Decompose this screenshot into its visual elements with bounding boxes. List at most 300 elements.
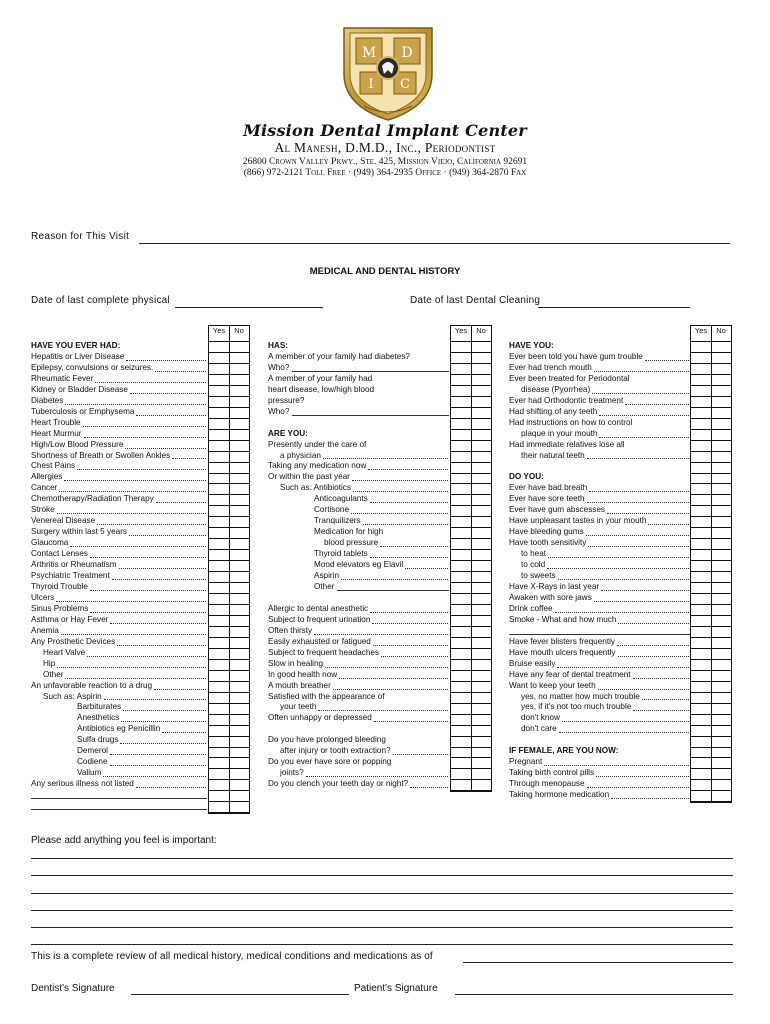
question-text: Have mouth ulcers frequently — [509, 647, 616, 657]
checkbox-row[interactable] — [691, 802, 731, 803]
question-text: Do you have prolonged bleeding — [268, 735, 386, 745]
leader-dots — [410, 787, 448, 788]
question-item — [31, 648, 207, 659]
checkbox-row[interactable] — [209, 681, 249, 682]
answer-line[interactable] — [292, 371, 449, 372]
question-item — [268, 724, 449, 735]
checkbox-row[interactable] — [451, 725, 491, 726]
leader-dots — [373, 645, 448, 646]
leader-dots — [306, 776, 448, 777]
checkbox-row[interactable] — [451, 768, 491, 769]
question-text: Have X-Rays in last year — [509, 581, 600, 591]
checkbox-row[interactable] — [691, 790, 731, 791]
checkbox-row[interactable] — [451, 582, 491, 583]
question-item — [509, 779, 690, 790]
answer-line[interactable] — [31, 809, 207, 810]
checkbox-row[interactable] — [691, 615, 731, 616]
logo-letter-c: C — [400, 77, 410, 92]
checkbox-row[interactable] — [691, 538, 731, 539]
checkbox-row[interactable] — [451, 451, 491, 452]
leader-dots — [154, 689, 206, 690]
leader-dots — [156, 502, 206, 503]
checkbox-row[interactable] — [209, 396, 249, 397]
checkbox-row[interactable] — [691, 527, 731, 528]
leader-dots — [648, 524, 689, 525]
checkbox-row[interactable] — [691, 516, 731, 517]
checkbox-row[interactable] — [691, 626, 731, 627]
question-item — [31, 615, 207, 626]
question-text: Thyroid Trouble — [31, 581, 88, 591]
answer-line[interactable] — [31, 798, 207, 799]
date-cleaning-field[interactable] — [538, 307, 690, 308]
leader-dots — [393, 754, 448, 755]
leader-dots — [90, 557, 206, 558]
question-item — [31, 681, 207, 692]
leader-dots — [120, 743, 206, 744]
question-text: Often unhappy or depressed — [268, 713, 372, 723]
checkbox-row[interactable] — [451, 736, 491, 737]
question-item — [268, 659, 449, 670]
leader-dots — [56, 601, 206, 602]
question-item — [268, 692, 449, 703]
question-text: Allergic to dental anesthetic — [268, 603, 369, 613]
checkbox-row[interactable] — [691, 714, 731, 715]
checkbox-row[interactable] — [691, 505, 731, 506]
leader-dots — [95, 382, 206, 383]
checkbox-row[interactable] — [209, 429, 249, 430]
checkbox-row[interactable] — [209, 483, 249, 484]
leader-dots — [104, 699, 206, 700]
question-item — [509, 418, 690, 429]
checkbox-row[interactable] — [451, 374, 491, 375]
leader-dots — [57, 667, 206, 668]
question-item — [31, 692, 207, 703]
checkbox-row[interactable] — [451, 538, 491, 539]
checkbox-row[interactable] — [451, 407, 491, 408]
question-item — [31, 571, 207, 582]
leader-dots — [381, 656, 448, 657]
question-item — [268, 374, 449, 385]
checkbox-row[interactable] — [451, 757, 491, 758]
question-item — [509, 549, 690, 560]
question-item — [268, 516, 449, 527]
clinic-phone: (866) 972-2121 Toll Free · (949) 364-2935 Office · (949) 364-2870 Fax — [243, 168, 527, 178]
checkbox-row[interactable] — [691, 582, 731, 583]
checkbox-row[interactable] — [451, 462, 491, 463]
question-item — [31, 483, 207, 494]
question-text: Thyroid tablets — [314, 549, 368, 559]
question-item — [268, 494, 449, 505]
leader-dots — [372, 623, 448, 624]
checkbox-row[interactable] — [451, 325, 491, 326]
leader-dots — [588, 546, 689, 547]
reason-field[interactable] — [139, 243, 730, 244]
question-text: Glaucoma — [31, 538, 69, 548]
checkbox-row[interactable] — [691, 440, 731, 441]
question-item — [268, 483, 449, 494]
checkbox-row[interactable] — [209, 473, 249, 474]
checkbox-row[interactable] — [691, 374, 731, 375]
leader-dots — [110, 623, 206, 624]
checkbox-row[interactable] — [451, 692, 491, 693]
question-text: In good health now — [268, 669, 338, 679]
checkbox-row[interactable] — [691, 703, 731, 704]
question-item — [268, 681, 449, 692]
question-item — [31, 637, 207, 648]
checkbox-row[interactable] — [451, 516, 491, 517]
leader-dots — [162, 732, 206, 733]
checkbox-row[interactable] — [691, 681, 731, 682]
answer-line[interactable] — [292, 415, 449, 416]
checkbox-row[interactable] — [451, 385, 491, 386]
checkbox-row[interactable] — [691, 549, 731, 550]
checkbox-row[interactable] — [209, 604, 249, 605]
checkbox-row[interactable] — [209, 725, 249, 726]
important-line-4[interactable] — [31, 910, 733, 911]
checkbox-row[interactable] — [691, 692, 731, 693]
question-text: Subject to frequent urination — [268, 614, 371, 624]
checkbox-row[interactable] — [209, 637, 249, 638]
patient-signature-field[interactable] — [455, 994, 733, 995]
leader-dots — [589, 491, 689, 492]
checkbox-row[interactable] — [209, 615, 249, 616]
no-label: No — [476, 326, 486, 335]
leader-dots — [70, 546, 206, 547]
checkbox-row[interactable] — [209, 768, 249, 769]
doctor-name: Al Manesh, D.M.D., Inc., Periodontist — [274, 140, 496, 155]
question-text: Psychiatric Treatment — [31, 571, 110, 581]
checkbox-row[interactable] — [691, 560, 731, 561]
checkbox-row[interactable] — [209, 516, 249, 517]
checkbox-row[interactable] — [209, 494, 249, 495]
question-item — [31, 604, 207, 615]
checkbox-row[interactable] — [209, 779, 249, 780]
question-item — [31, 407, 207, 418]
question-item — [31, 549, 207, 560]
question-item — [268, 571, 449, 582]
checkbox-row[interactable] — [209, 527, 249, 528]
question-item — [268, 418, 449, 429]
checkbox-row[interactable] — [691, 451, 731, 452]
checkbox-row[interactable] — [209, 801, 249, 802]
checkbox-row[interactable] — [209, 582, 249, 583]
question-item — [509, 604, 690, 615]
question-item — [509, 494, 690, 505]
checkbox-row[interactable] — [209, 418, 249, 419]
checkbox-row[interactable] — [451, 363, 491, 364]
leader-dots — [618, 623, 689, 624]
question-item — [31, 472, 207, 483]
leader-dots — [64, 480, 206, 481]
checkbox-row[interactable] — [691, 363, 731, 364]
checkbox-row[interactable] — [209, 374, 249, 375]
answer-line[interactable] — [337, 590, 449, 591]
question-item — [509, 429, 690, 440]
checkbox-row[interactable] — [691, 385, 731, 386]
important-line-2[interactable] — [31, 875, 733, 876]
checkbox-row[interactable] — [451, 440, 491, 441]
checkbox-row[interactable] — [209, 593, 249, 594]
important-line-6[interactable] — [31, 944, 733, 945]
question-item — [268, 505, 449, 516]
checkbox-row[interactable] — [209, 790, 249, 791]
question-item — [31, 341, 207, 352]
leader-dots — [547, 568, 689, 569]
leader-dots — [548, 557, 689, 558]
checkbox-row[interactable] — [209, 549, 249, 550]
checkbox-row[interactable] — [691, 593, 731, 594]
checkbox-row[interactable] — [451, 483, 491, 484]
checkbox-row[interactable] — [209, 736, 249, 737]
checkbox-row[interactable] — [691, 473, 731, 474]
question-item — [268, 604, 449, 615]
question-item — [31, 713, 207, 724]
leader-dots — [136, 787, 206, 788]
question-text: Antibiotics eg Penicillin — [77, 724, 161, 734]
important-line-1[interactable] — [31, 858, 733, 859]
logo-letter-m: M — [361, 45, 377, 61]
checkbox-row[interactable] — [209, 538, 249, 539]
checkbox-row[interactable] — [691, 736, 731, 737]
leader-dots — [103, 776, 206, 777]
question-item — [268, 648, 449, 659]
question-item — [31, 429, 207, 440]
checkbox-row[interactable] — [209, 462, 249, 463]
checkbox-row[interactable] — [451, 648, 491, 649]
checkbox-row[interactable] — [451, 418, 491, 419]
question-text: Have unpleasant tastes in your mouth — [509, 516, 647, 526]
question-item — [509, 505, 690, 516]
question-text: Valium — [77, 768, 102, 778]
checkbox-row[interactable] — [691, 407, 731, 408]
checkbox-row[interactable] — [209, 626, 249, 627]
leader-dots — [65, 404, 206, 405]
checkbox-row[interactable] — [691, 462, 731, 463]
question-text: after injury or tooth extraction? — [280, 746, 391, 756]
checkbox-row[interactable] — [691, 779, 731, 780]
question-item — [509, 385, 690, 396]
checkbox-row[interactable] — [451, 473, 491, 474]
leader-dots — [587, 458, 689, 459]
checkbox-row[interactable] — [451, 659, 491, 660]
date-physical-field[interactable] — [175, 307, 323, 308]
checkbox-row[interactable] — [209, 714, 249, 715]
checkbox-row[interactable] — [209, 659, 249, 660]
checkbox-row[interactable] — [691, 659, 731, 660]
dentist-signature-label: Dentist's Signature — [31, 983, 115, 994]
answer-line[interactable] — [509, 634, 690, 635]
checkbox-row[interactable] — [209, 692, 249, 693]
question-item — [509, 396, 690, 407]
checkbox-row[interactable] — [451, 549, 491, 550]
checkbox-row[interactable] — [209, 670, 249, 671]
checkbox-row[interactable] — [451, 681, 491, 682]
question-item — [31, 352, 207, 363]
question-text: A mouth breather — [268, 680, 331, 690]
leader-dots — [110, 754, 206, 755]
question-text: joints? — [280, 768, 304, 778]
checkbox-row[interactable] — [691, 418, 731, 419]
checkbox-row[interactable] — [209, 571, 249, 572]
question-item — [268, 637, 449, 648]
checkbox-row[interactable] — [451, 714, 491, 715]
question-text: Such as: Aspirin — [43, 691, 102, 701]
checkbox-row[interactable] — [451, 747, 491, 748]
question-text: your teeth — [280, 702, 317, 712]
checkbox-row[interactable] — [691, 648, 731, 649]
question-item — [268, 341, 449, 352]
question-item — [509, 341, 690, 352]
checkbox-row[interactable] — [209, 363, 249, 364]
question-text: Allergies — [31, 472, 63, 482]
question-text: Heart Murmur — [31, 428, 82, 438]
question-item — [509, 615, 690, 626]
checkbox-row[interactable] — [209, 757, 249, 758]
question-item — [509, 746, 690, 757]
question-item — [509, 527, 690, 538]
leader-dots — [370, 557, 448, 558]
checkbox-row[interactable] — [451, 779, 491, 780]
important-line-3[interactable] — [31, 893, 733, 894]
leader-dots — [333, 689, 448, 690]
question-text: Mood elevators eg Elavil — [314, 560, 404, 570]
checkbox-row[interactable] — [209, 352, 249, 353]
leader-dots — [617, 645, 689, 646]
leader-dots — [607, 513, 689, 514]
question-text: Ever had trench mouth — [509, 362, 592, 372]
checkbox-row[interactable] — [691, 483, 731, 484]
checkbox-row[interactable] — [451, 527, 491, 528]
dentist-signature-field[interactable] — [131, 994, 349, 995]
review-date-field[interactable] — [463, 962, 733, 963]
checkbox-row[interactable] — [691, 571, 731, 572]
checkbox-row[interactable] — [691, 768, 731, 769]
question-item — [509, 483, 690, 494]
question-item — [31, 790, 207, 801]
checkbox-row[interactable] — [209, 325, 249, 326]
question-text: Or within the past year — [268, 472, 350, 482]
checkbox-row[interactable] — [691, 670, 731, 671]
checkbox-row[interactable] — [451, 505, 491, 506]
checkbox-row[interactable] — [451, 791, 491, 792]
checkbox-row[interactable] — [691, 429, 731, 430]
checkbox-row[interactable] — [451, 615, 491, 616]
checkbox-row[interactable] — [691, 637, 731, 638]
question-text: Any serious illness not listed — [31, 779, 134, 789]
checkbox-row[interactable] — [451, 341, 491, 342]
question-text: Hip — [43, 658, 56, 668]
checkbox-row[interactable] — [451, 560, 491, 561]
question-item — [509, 626, 690, 637]
checkbox-row[interactable] — [451, 429, 491, 430]
question-item — [268, 615, 449, 626]
reason-label: Reason for This Visit — [31, 231, 130, 242]
leader-dots — [125, 448, 206, 449]
question-item — [268, 407, 449, 418]
checkbox-row[interactable] — [451, 604, 491, 605]
leader-dots — [370, 502, 448, 503]
question-item — [509, 702, 690, 713]
checkbox-row[interactable] — [691, 757, 731, 758]
checkbox-row[interactable] — [451, 670, 491, 671]
question-item — [268, 396, 449, 407]
question-item — [31, 670, 207, 681]
checkbox-row[interactable] — [691, 325, 731, 326]
checkbox-row[interactable] — [451, 593, 491, 594]
checkbox-row[interactable] — [451, 396, 491, 397]
checkbox-row[interactable] — [691, 604, 731, 605]
question-text: Want to keep your teeth — [509, 680, 596, 690]
checkbox-row[interactable] — [209, 813, 249, 814]
checkbox-row[interactable] — [691, 352, 731, 353]
checkbox-row[interactable] — [209, 385, 249, 386]
question-item — [268, 527, 449, 538]
question-text: Sulfa drugs — [77, 735, 119, 745]
checkbox-row[interactable] — [209, 560, 249, 561]
checkbox-row[interactable] — [209, 440, 249, 441]
checkbox-grid-1 — [208, 325, 250, 814]
question-item — [31, 801, 207, 812]
question-item — [268, 626, 449, 637]
checkbox-row[interactable] — [209, 451, 249, 452]
date-cleaning-label: Date of last Dental Cleaning — [410, 295, 541, 306]
question-text: Sinus Problems — [31, 603, 89, 613]
checkbox-row[interactable] — [451, 571, 491, 572]
form-title: MEDICAL AND DENTAL HISTORY — [309, 266, 461, 277]
question-item — [509, 670, 690, 681]
leader-dots — [587, 502, 689, 503]
question-item — [31, 538, 207, 549]
question-item — [509, 407, 690, 418]
checkbox-row[interactable] — [451, 494, 491, 495]
checkbox-row[interactable] — [691, 494, 731, 495]
leader-dots — [594, 371, 689, 372]
question-text: Other — [314, 581, 335, 591]
checkbox-row[interactable] — [451, 637, 491, 638]
history-column-2 — [268, 341, 449, 790]
question-item — [509, 374, 690, 385]
checkbox-row[interactable] — [209, 341, 249, 342]
no-label: No — [716, 326, 726, 335]
leader-dots — [598, 689, 689, 690]
checkbox-row[interactable] — [691, 396, 731, 397]
question-text: yes, no matter how much trouble — [521, 691, 640, 701]
question-item — [268, 451, 449, 462]
checkbox-row[interactable] — [209, 407, 249, 408]
leader-dots — [126, 360, 206, 361]
checkbox-row[interactable] — [209, 648, 249, 649]
question-text: Anemia — [31, 625, 59, 635]
important-line-5[interactable] — [31, 927, 733, 928]
checkbox-row[interactable] — [691, 341, 731, 342]
checkbox-row[interactable] — [451, 703, 491, 704]
question-text: Easily exhausted or fatigued — [268, 636, 371, 646]
leader-dots — [110, 765, 207, 766]
checkbox-row[interactable] — [209, 747, 249, 748]
question-item — [268, 560, 449, 571]
checkbox-row[interactable] — [209, 703, 249, 704]
clinic-logo — [340, 22, 436, 124]
checkbox-row[interactable] — [209, 505, 249, 506]
question-item — [31, 582, 207, 593]
question-item — [31, 768, 207, 779]
checkbox-row[interactable] — [691, 747, 731, 748]
checkbox-row[interactable] — [451, 352, 491, 353]
checkbox-row[interactable] — [451, 626, 491, 627]
question-item — [31, 385, 207, 396]
checkbox-row[interactable] — [691, 725, 731, 726]
question-item — [31, 593, 207, 604]
